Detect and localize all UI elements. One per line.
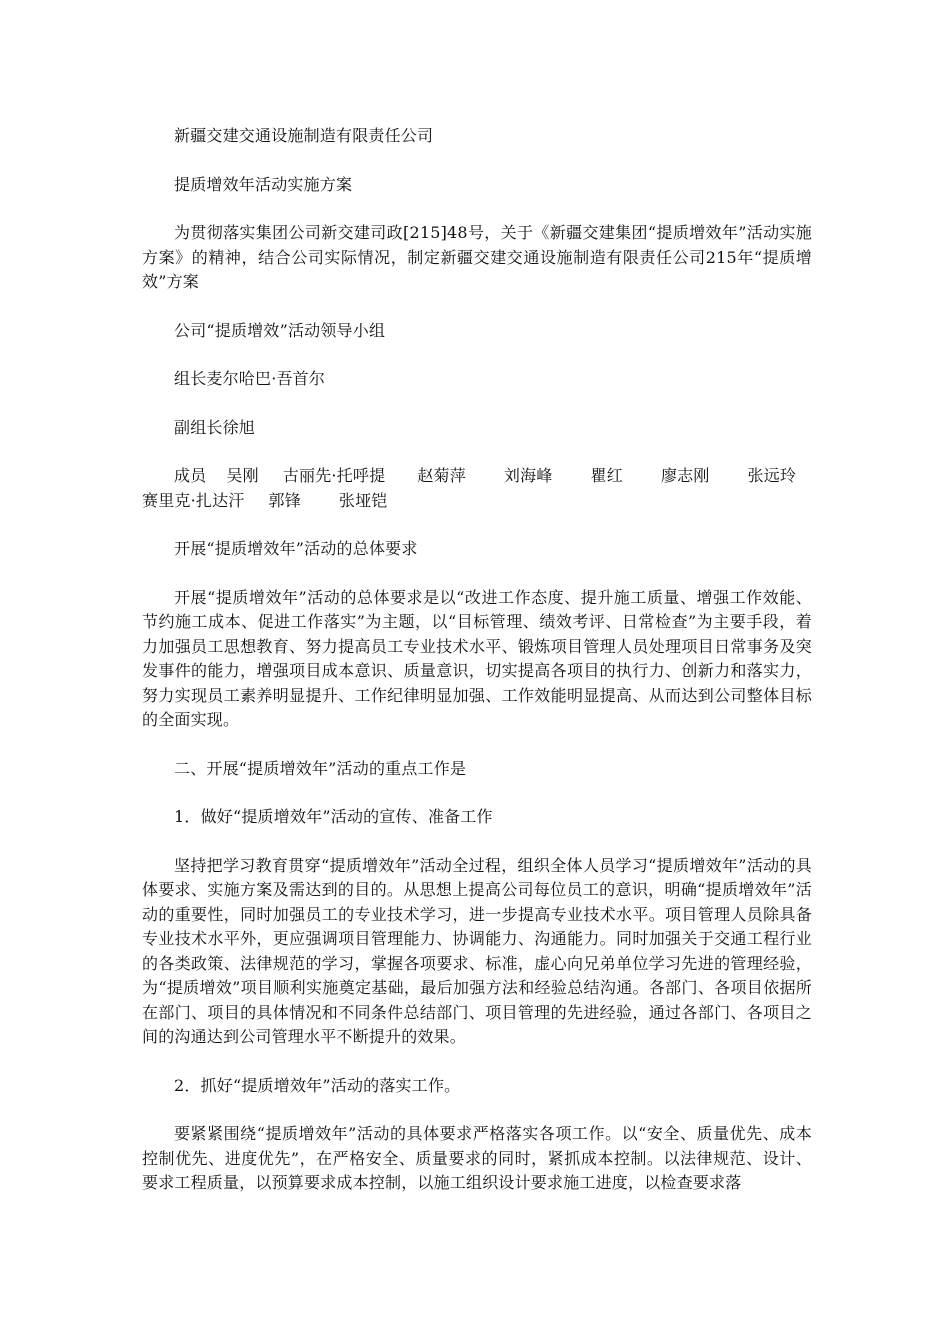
- member-name: 瞿红: [590, 466, 623, 485]
- key-work-heading: 二、开展“提质增效年”活动的重点工作是: [174, 758, 467, 778]
- members-label: 成员: [174, 466, 207, 485]
- intro-paragraph: 为贯彻落实集团公司新交建司政[215]48号，关于《新疆交建集团“提质增效年”活动实施方案》的精神，结合公司实际情况，制定新疆交建交通设施制造有限责任公司215年“提质增效”方案: [142, 223, 812, 291]
- item2-paragraph: 要紧紧围绕“提质增效年”活动的具体要求严格落实各项工作。以“安全、质量优先、成本控制优先、进度优先”，在严格安全、质量要求的同时，紧抓成本控制。以法律规范、设计、要求工程质量，以预算要求成本控制，以施工组织设计要求施工进度，以检查要求落: [142, 1124, 812, 1192]
- deputy-line: 副组长徐旭: [174, 417, 256, 437]
- members-line-2: [142, 489, 812, 514]
- member-name: 张远玲: [747, 466, 797, 485]
- member-name: 古丽先·托呼提: [282, 466, 386, 485]
- document-page: [142, 124, 812, 1220]
- company-name: 新疆交建交通设施制造有限责任公司: [174, 126, 434, 145]
- leader-line: 组长麦尔哈巴·吾首尔: [174, 369, 326, 388]
- members-list: [142, 464, 812, 513]
- item1-heading: 1．做好“提质增效年”活动的宣传、准备工作: [174, 807, 493, 826]
- overall-heading: 开展“提质增效年”活动的总体要求: [174, 539, 418, 558]
- document-title: 提质增效年活动实施方案: [174, 174, 353, 194]
- member-name: 刘海峰: [503, 466, 553, 485]
- overall-paragraph: 开展“提质增效年”活动的总体要求是以“改进工作态度、提升施工质量、增强工作效能、节约施工成本、促进工作落实”为主题，以“目标管理、绩效考评、日常检查”为主要手段，着力加强员工思想教育、努力提高员工专业技术水平、锻炼项目管理人员处理项目日常事务及突发事件的能力，增强项目成本意识、质量意识，切实提高各项目的执行力、创新力和落实力，努力实现员工素养明显提升、工作纪律明显加强、工作效能明显提高、从而达到公司整体目标的全面实现。: [142, 587, 812, 729]
- member-name: 郭锋: [268, 490, 301, 510]
- member-name: 吴刚: [226, 466, 259, 485]
- leadership-heading: 公司“提质增效”活动领导小组: [174, 320, 386, 340]
- member-name: 赵菊萍: [417, 466, 466, 485]
- members-line-1: [142, 464, 812, 489]
- item1-paragraph: 坚持把学习教育贯穿“提质增效年”活动全过程，组织全体人员学习“提质增效年”活动的具体要求、实施方案及需达到的目的。从思想上提高公司每位员工的意识，明确“提质增效年”活动的重要性，同时加强员工的专业技术学习，进一步提高专业技术水平。项目管理人员除具备专业技术水平外，更应强调项目管理能力、协调能力、沟通能力。同时加强关于交通工程行业的各类政策、法律规范的学习，掌握各项要求、标准，虚心向兄弟单位学习先进的管理经验，为“提质增效”项目顺利实施奠定基础，最后加强方法和经验总结沟通。各部门、各项目依据所在部门、项目的具体情况和不同条件总结部门、项目管理的先进经验，通过各部门、各项目之间的沟通达到公司管理水平不断提升的效果。: [142, 855, 812, 1046]
- member-name: 赛里克·扎达汗: [142, 490, 245, 510]
- member-name: 廖志刚: [660, 466, 710, 485]
- item2-heading: 2．抓好“提质增效年”活动的落实工作。: [174, 1075, 461, 1095]
- member-name: 张垭铠: [338, 490, 388, 510]
